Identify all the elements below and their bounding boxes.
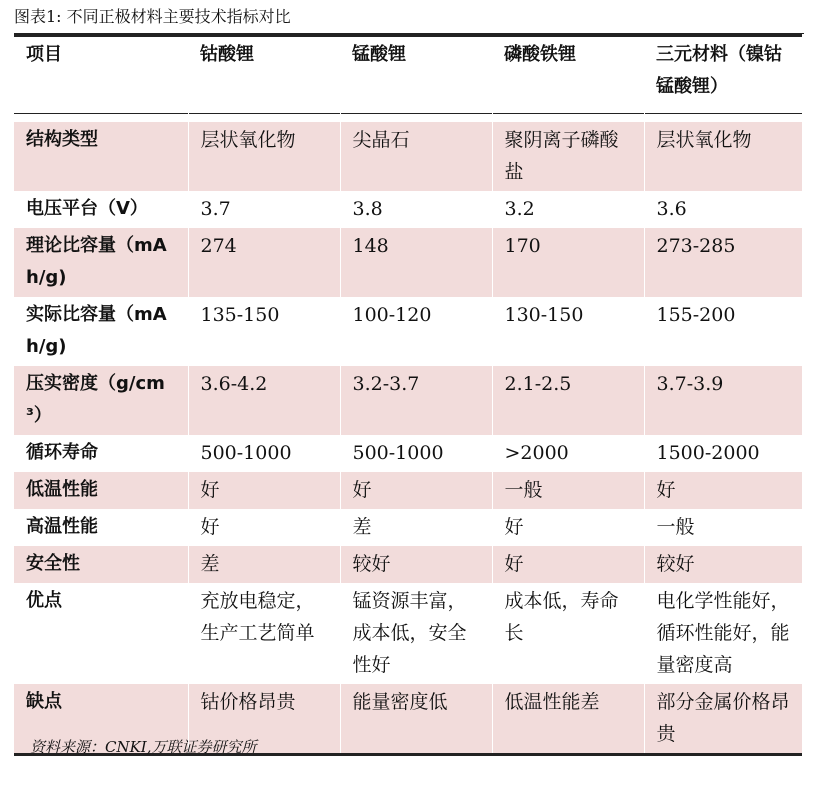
table-row <box>14 297 802 366</box>
table-cell: 一般 <box>492 472 644 509</box>
comparison-table <box>14 34 802 756</box>
table-cell: 148 <box>340 228 492 297</box>
table-cell: 好 <box>492 509 644 546</box>
figure-caption: 图表1: 不同正极材料主要技术指标对比 <box>14 5 804 34</box>
header-cell: 磷酸铁锂 <box>504 44 576 65</box>
header-cell: 锰酸锂 <box>352 44 406 65</box>
table-cell: 层状氧化物 <box>644 122 802 191</box>
table-cell: 3.7-3.9 <box>644 366 802 435</box>
table-cell: 100-120 <box>340 297 492 366</box>
row-label: 优点 <box>26 590 62 611</box>
row-label: 低温性能 <box>14 472 188 509</box>
table-cell: 部分金属价格昂贵 <box>644 684 802 755</box>
table-cell: 274 <box>188 228 340 297</box>
row-label: 安全性 <box>14 546 188 583</box>
table-cell: 1500-2000 <box>644 435 802 472</box>
table-cell: 电化学性能好，循环性能好，能量密度高 <box>644 583 802 684</box>
table-row <box>14 228 802 297</box>
spacer-row <box>14 114 802 123</box>
row-label: 压实密度（g/cm³） <box>14 366 188 435</box>
table-cell: 500-1000 <box>188 435 340 472</box>
table-cell: 好 <box>188 509 340 546</box>
table-cell: 层状氧化物 <box>188 122 340 191</box>
table-cell: 3.6-4.2 <box>188 366 340 435</box>
table-cell: 130-150 <box>492 297 644 366</box>
table-cell: 低温性能差 <box>492 684 644 755</box>
table-cell: 3.2 <box>492 191 644 228</box>
table-cell: 3.8 <box>340 191 492 228</box>
table-header-row <box>14 36 802 114</box>
table-cell: 273-285 <box>644 228 802 297</box>
source-note: 资料来源：CNKI,万联证券研究所 <box>30 738 257 756</box>
table-cell: >2000 <box>492 435 644 472</box>
table-cell: 3.6 <box>644 191 802 228</box>
table-cell: 差 <box>340 509 492 546</box>
table-row <box>14 509 802 546</box>
table-cell: 500-1000 <box>340 435 492 472</box>
row-label: 实际比容量（mAh/g) <box>26 304 167 357</box>
table-cell: 充放电稳定，生产工艺简单 <box>188 583 340 684</box>
table-row <box>14 191 802 228</box>
header-cell: 项目 <box>26 44 62 65</box>
table-row <box>14 122 802 191</box>
table-row <box>14 366 802 435</box>
table-cell: 锰资源丰富，成本低，安全性好 <box>340 583 492 684</box>
table-cell: 好 <box>188 472 340 509</box>
table-cell: 2.1-2.5 <box>492 366 644 435</box>
table-cell: 较好 <box>644 546 802 583</box>
table-cell: 3.2-3.7 <box>340 366 492 435</box>
table-cell: 155-200 <box>644 297 802 366</box>
header-cell: 钴酸锂 <box>200 44 254 65</box>
header-cell: 三元材料（镍钴锰酸锂） <box>656 44 782 97</box>
table-cell: 170 <box>492 228 644 297</box>
table-cell: 能量密度低 <box>340 684 492 755</box>
table-cell: 较好 <box>340 546 492 583</box>
row-label: 理论比容量（mAh/g) <box>14 228 188 297</box>
table-cell: 聚阴离子磷酸盐 <box>492 122 644 191</box>
table-cell: 好 <box>340 472 492 509</box>
table-row <box>14 472 802 509</box>
table-cell: 钴价格昂贵 <box>188 684 340 755</box>
row-label: 结构类型 <box>14 122 188 191</box>
table-cell: 一般 <box>644 509 802 546</box>
table-cell: 成本低，寿命长 <box>492 583 644 684</box>
row-label: 缺点 <box>14 684 188 755</box>
row-label: 高温性能 <box>26 516 98 537</box>
table-cell: 135-150 <box>188 297 340 366</box>
table-cell: 好 <box>492 546 644 583</box>
table-row <box>14 546 802 583</box>
row-label: 循环寿命 <box>26 442 98 463</box>
table-row <box>14 583 802 684</box>
table-row <box>14 435 802 472</box>
table-cell: 尖晶石 <box>340 122 492 191</box>
row-label: 电压平台（V） <box>26 198 148 219</box>
table-cell: 3.7 <box>188 191 340 228</box>
table-cell: 差 <box>188 546 340 583</box>
table-cell: 好 <box>644 472 802 509</box>
